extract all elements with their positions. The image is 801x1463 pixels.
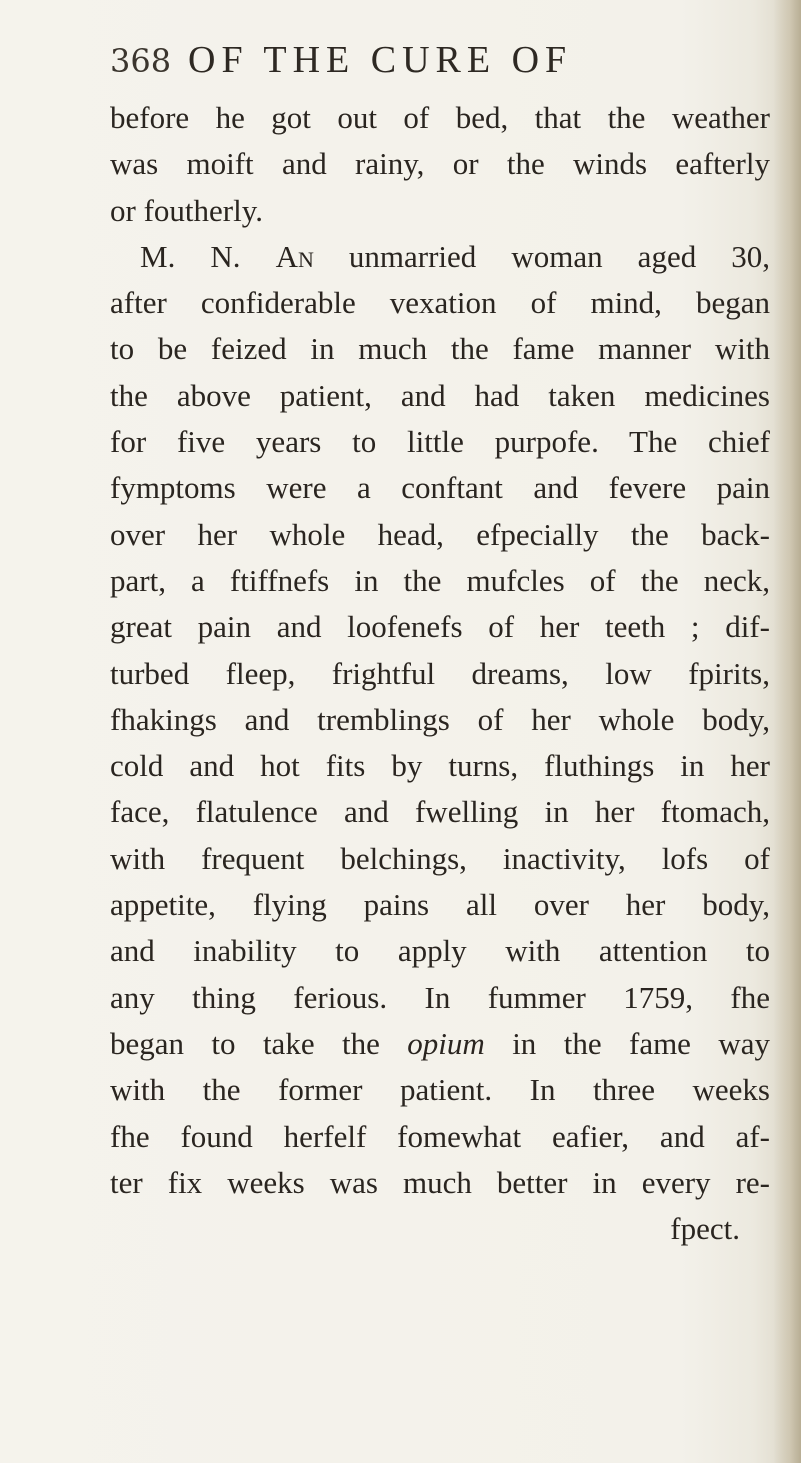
text-line: after confiderable vexation of mind, began	[110, 285, 770, 321]
page-number: 368	[110, 42, 172, 80]
text-line: great pain and loofenefs of her teeth ; dif-	[110, 609, 770, 645]
text-line: over her whole head, efpecially the back-	[110, 516, 770, 552]
text-run: began to take the	[110, 1025, 408, 1061]
running-head: OF THE CURE OF	[188, 39, 573, 81]
text-line: cold and hot fits by turns, fluthings in her	[110, 748, 770, 784]
page-header	[110, 38, 730, 98]
text-line: the above patient, and had taken medicines	[110, 377, 770, 413]
body-text	[110, 95, 770, 1252]
small-caps-word: An	[275, 238, 314, 274]
case-initials: M. N.	[140, 238, 276, 274]
text-line: ter fix weeks was much better in every re-	[110, 1164, 770, 1200]
text-line: before he got out of bed, that the weather	[110, 100, 770, 135]
text-line: for five years to little purpofe. The chief	[110, 424, 770, 460]
text-line: with the former patient. In three weeks	[110, 1072, 770, 1108]
text-line: and inability to apply with attention to	[110, 933, 770, 969]
text-line: was moift and rainy, or the winds eafterly	[110, 146, 770, 182]
text-line: fymptoms were a conftant and fevere pain	[110, 470, 770, 506]
text-run: in the fame way	[484, 1025, 770, 1061]
page-edge-shadow	[773, 0, 801, 1463]
text-line: part, a ftiffnefs in the mufcles of the neck,	[110, 562, 770, 598]
text-line: to be feized in much the fame manner with	[110, 331, 770, 367]
text-line: fhe found herfelf fomewhat eafier, and af-	[110, 1118, 770, 1154]
catchword: fpect.	[670, 1211, 740, 1247]
text-line: fhakings and tremblings of her whole body,	[110, 701, 770, 737]
text-line: any thing ferious. In fummer 1759, fhe	[110, 979, 770, 1015]
text-line: appetite, flying pains all over her body,	[110, 887, 770, 923]
text-line: with frequent belchings, inactivity, lofs of	[110, 840, 770, 876]
text-line: or foutherly.	[110, 192, 263, 228]
italic-word-opium: opium	[407, 1025, 485, 1061]
paragraph-first-line	[110, 234, 770, 280]
opium-line	[110, 1021, 770, 1067]
text-run: unmarried woman aged 30,	[313, 238, 771, 274]
text-line: face, flatulence and fwelling in her ftomach,	[110, 794, 770, 830]
text-line: turbed fleep, frightful dreams, low fpirits,	[110, 655, 770, 691]
